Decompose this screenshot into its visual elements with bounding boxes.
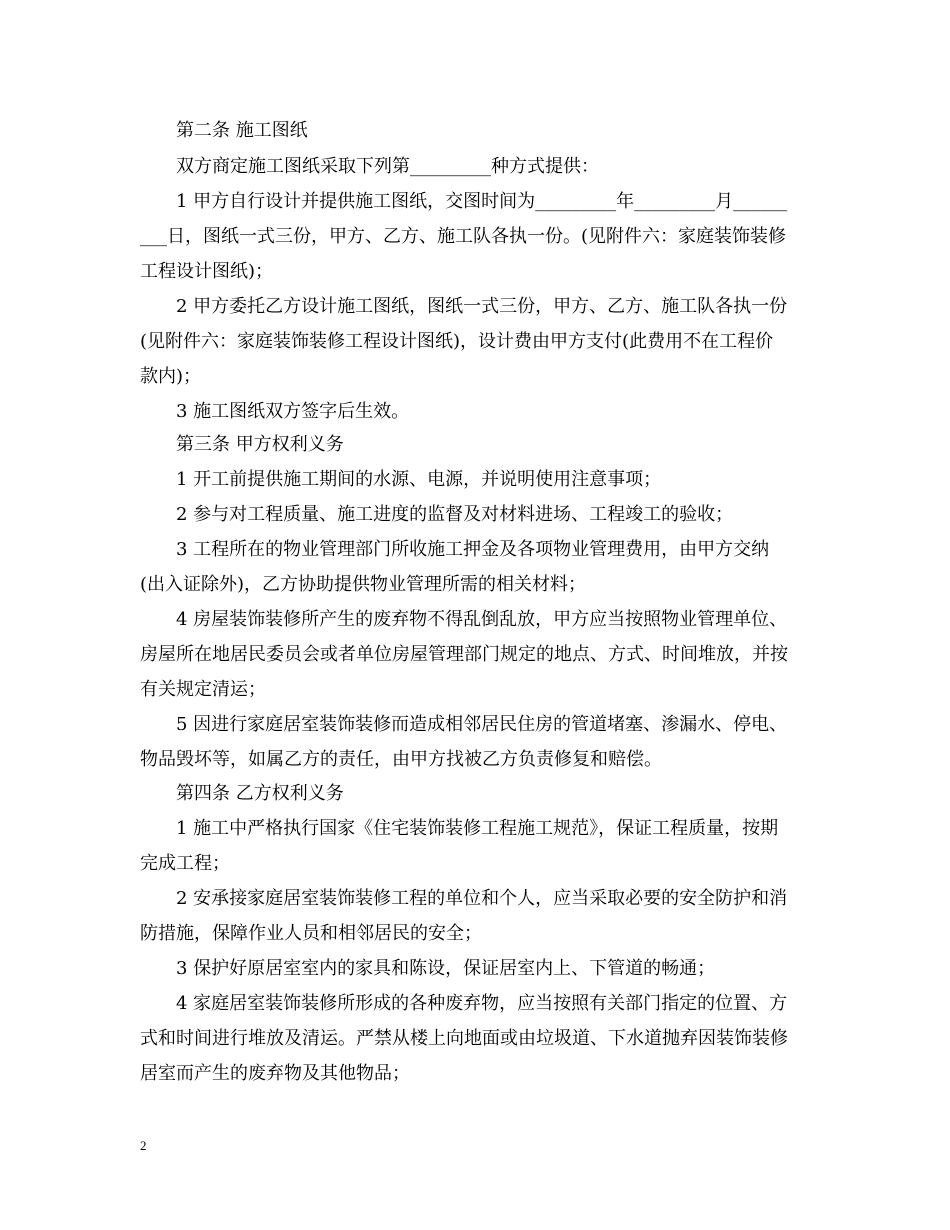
paragraph-line: 2 参与对工程质量、施工进度的监督及对材料进场、工程竣工的验收；	[176, 504, 734, 525]
paragraph-line: 1 甲方自行设计并提供施工图纸，交图时间为_________年_________月______	[176, 191, 788, 212]
section-heading-3: 第三条 甲方权利义务	[176, 434, 344, 455]
paragraph-line: 4 家庭居室装饰装修所形成的各种废弃物，应当按照有关部门指定的位置、方	[176, 993, 788, 1014]
paragraph-line: 防措施，保障作业人员和相邻居民的安全；	[140, 923, 482, 944]
paragraph-line: 物品毁坏等，如属乙方的责任，由甲方找被乙方负责修复和赔偿。	[140, 749, 662, 770]
paragraph-line: 房屋所在地居民委员会或者单位房屋管理部门规定的地点、方式、时间堆放，并按	[140, 644, 788, 665]
paragraph-line: 完成工程；	[140, 853, 230, 874]
paragraph-line: 有关规定清运；	[140, 679, 266, 700]
paragraph-line: 居室而产生的废弃物及其他物品；	[140, 1063, 410, 1084]
paragraph-line: 工程设计图纸)；	[140, 261, 274, 282]
paragraph-line: 款内)；	[140, 366, 202, 387]
paragraph-line: 1 施工中严格执行国家《住宅装饰装修工程施工规范》，保证工程质量，按期	[176, 818, 779, 839]
paragraph-line: 3 施工图纸双方签字后生效。	[176, 401, 410, 422]
page-number: 2	[140, 1138, 147, 1153]
paragraph-line: 2 安承接家庭居室装饰装修工程的单位和个人，应当采取必要的安全防护和消	[176, 888, 788, 909]
section-heading-4: 第四条 乙方权利义务	[176, 783, 344, 804]
section-heading-2: 第二条 施工图纸	[176, 120, 308, 141]
paragraph-line: 式和时间进行堆放及清运。严禁从楼上向地面或由垃圾道、下水道抛弃因装饰装修	[140, 1028, 788, 1049]
paragraph-line: 4 房屋装饰装修所产生的废弃物不得乱倒乱放，甲方应当按照物业管理单位、	[176, 609, 788, 630]
paragraph-line: (出入证除外)，乙方协助提供物业管理所需的相关材料；	[140, 574, 587, 595]
paragraph-line: 1 开工前提供施工期间的水源、电源，并说明使用注意事项；	[176, 469, 662, 490]
paragraph-line: (见附件六：家庭装饰装修工程设计图纸)，设计费由甲方支付(此费用不在工程价	[140, 331, 774, 352]
paragraph-line: 双方商定施工图纸采取下列第_________种方式提供：	[176, 156, 599, 177]
paragraph-line: 3 保护好原居室室内的家具和陈设，保证居室内上、下管道的畅通；	[176, 958, 716, 979]
paragraph-line: 3 工程所在的物业管理部门所收施工押金及各项物业管理费用，由甲方交纳	[176, 539, 770, 560]
paragraph-line: ___日，图纸一式三份，甲方、乙方、施工队各执一份。(见附件六：家庭装饰装修	[140, 226, 787, 247]
paragraph-line: 2 甲方委托乙方设计施工图纸，图纸一式三份，甲方、乙方、施工队各执一份	[176, 296, 788, 317]
paragraph-line: 5 因进行家庭居室装饰装修而造成相邻居民住房的管道堵塞、渗漏水、停电、	[176, 714, 788, 735]
